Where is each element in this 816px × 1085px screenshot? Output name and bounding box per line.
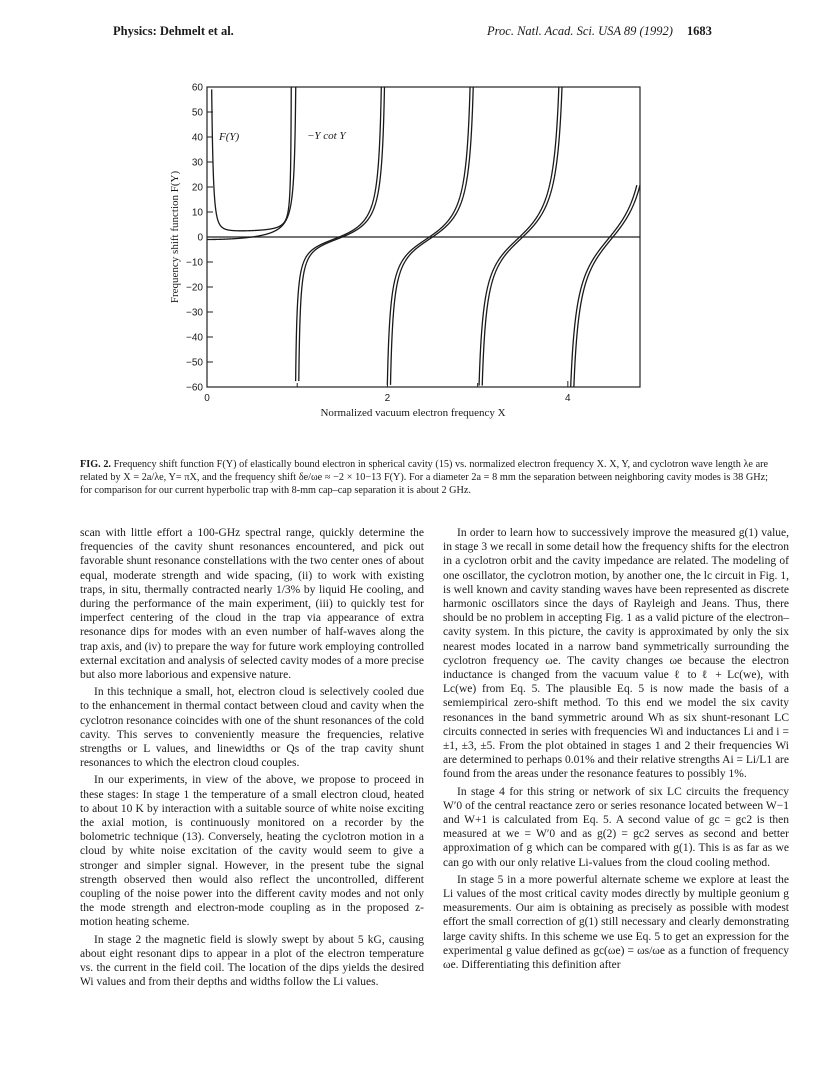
- left-column: [80, 526, 424, 993]
- x-tick-label: 4: [565, 393, 571, 404]
- ycoty-branch: [207, 87, 296, 240]
- y-tick-label: −30: [186, 307, 203, 319]
- annotation-ycoty: −Y cot Y: [307, 130, 346, 142]
- right-paragraph-3: In stage 5 in a more powerful alternate scheme we explore at least the Li values of the most critical cavity modes directly by multiple geonium g measurements. Our aim is obtaining as precisely as possible with modest effort the small correction of g(1) still necessary and clearly demonstrating large cavity shifts. In this scheme we use Eq. 5 to get an expression for the experimental g value defined as gc(ωe) = ωs/ωe as a function of frequency ωe. Differentiating this definition after: [443, 873, 789, 972]
- ycoty-branch: [482, 87, 562, 386]
- fy-branch: [387, 87, 470, 385]
- y-tick-label: 50: [191, 107, 203, 119]
- y-tick-label: −60: [186, 382, 203, 394]
- x-tick-label: 2: [384, 393, 391, 404]
- caption-label: FIG. 2.: [80, 459, 111, 470]
- caption-text: Frequency shift function F(Y) of elastically bound electron in spherical cavity (15) vs. normalized electron frequency X. X, Y, and cyclotron wave length λe are related by X = 2a/λe, Y= πX, and the frequency shift δe/ωe ≈ −2 × 10−13 F(Y). For a diameter 2a = 8 mm the separation between neighboring cavity modes is 38 GHz; for comparison for our current hyperbolic trap with 8-mm cap–cap separation it is about 2 GHz.: [80, 459, 769, 497]
- left-paragraph-2: In this technique a small, hot, electron cloud is selectively cooled due to the enhancement in thermal contact between cloud and cavity when the cyclotron resonance coincides with one of the shunt resonances of the cold cavity. This serves to conveniently measure the frequencies, relative strengths or L values, and linewidths or Qs of the trap cavity shunt resonances to which the electron cloud couples.: [80, 686, 424, 770]
- y-axis-label: Frequency shift function F(Y): [169, 170, 181, 304]
- figure-caption: [80, 458, 768, 498]
- fy-branch: [212, 87, 292, 231]
- right-column: [443, 526, 789, 975]
- x-tick-label: 0: [204, 393, 210, 404]
- y-tick-label: 30: [191, 157, 203, 169]
- y-tick-label: −20: [186, 282, 203, 294]
- running-header-left: Physics: Dehmelt et al.: [113, 24, 234, 38]
- page-number: 1683: [686, 24, 712, 38]
- right-paragraph-1: In order to learn how to successively improve the measured g(1) value, in stage 3 we recall in some detail how the frequency shifts for the electron in a cyclotron orbit and the cavity impedance are related. The modeling of one oscillator, the cyclotron motion, by another one, the lc circuit in Fig. 1, is well known and cavity standing waves have been represented as discrete harmonic oscillators since the days of Rayleigh and Jeans. Thus, there should be no problem in accepting Fig. 1 as a valid picture of the electron–cavity system. In this picture, the cavity is approximated by only the six nearest modes located in a narrow band symmetrically surrounding the cyclotron frequency ωe. The cavity changes ωe because the electron inductance is changed from the vacuum value ℓ to ℓ + Lc(we), with Lc(we) from Eq. 5. The plausible Eq. 5 is now made the basis of a semiempirical zero-shift method. To this end we model the six cavity resonances in the band symmetric around Wh as six shunt-resonant LC circuits connected in series with frequencies Wi and inductances Li and i = ±1, ±3, ±5. From the plot obtained in stages 1 and 2 their frequencies Wi are determined to perhaps 0.01% and their relative strengths Ai = Li/L1 are found from the areas under the resonance features to possibly 1%.: [443, 527, 789, 781]
- left-paragraph-3: In our experiments, in view of the above, we propose to proceed in these stages: In stage 1 the temperature of a small electron cloud, heated to about 10 K by interaction with a suitable source of white noise exciting the axial motion, is continuously monitored on a recorder by the bolometric technique (13). Conversely, heating the cyclotron motion in a cloud by white noise excitation of the cavity would seem to give a stronger and simpler signal. However, in the present tube the signal strength observed then would also reflect the uncontrolled, different coupling of the noise power into the different cavity modes and not only the mode strength and electron-mode coupling as in the proposed z-motion heating scheme.: [80, 774, 424, 929]
- fy-branch: [571, 185, 637, 387]
- x-axis-label: Normalized vacuum electron frequency X: [320, 407, 506, 419]
- y-tick-label: 40: [191, 132, 203, 144]
- left-paragraph-4: In stage 2 the magnetic field is slowly swept by about 5 kG, causing about eight resonant dips to appear in a plot of the electron temperature vs. the current in the field coil. The location of the dips yields the desired Wi values and from their depths and widths follow the Li values.: [80, 933, 424, 989]
- journal-citation: Proc. Natl. Acad. Sci. USA 89 (1992): [487, 24, 673, 38]
- y-tick-label: 0: [197, 232, 203, 244]
- figure-2-chart: [0, 0, 816, 460]
- y-tick-label: −10: [186, 257, 203, 269]
- ycoty-branch: [574, 185, 640, 387]
- left-paragraph-1: scan with little effort a 100-GHz spectral range, quickly determine the frequencies of the cavity shunt resonances encountered, and pick out favorable shunt resonance constellations with the two center ones of about equal, moderate strength and wide spacing, (ii) to work with existing traps, in situ, thermally contracted nearly 1/3% by liquid He cooling, and during the performance of the main experiment, (iii) to quickly test for imperfect centering of the cloud in the trap via appearance of extra resonance dips for modes with an even number of half-waves along the trap axis, and (iv) to prepare the way for future work employing controlled external excitation and analysis of selected cavity modes of a more precise but also more laborious and expensive nature.: [80, 527, 424, 682]
- fy-branch: [479, 87, 559, 386]
- y-tick-label: 10: [191, 207, 203, 219]
- y-tick-label: 60: [191, 82, 203, 94]
- annotation-fy: F(Y): [219, 131, 240, 143]
- y-tick-label: 20: [191, 182, 203, 194]
- plot-layer: [207, 87, 640, 387]
- y-tick-label: −50: [186, 357, 203, 369]
- y-tick-label: −40: [186, 332, 203, 344]
- right-paragraph-2: In stage 4 for this string or network of six LC circuits the frequency W′0 of the central reactance zero or series resonance located between W−1 and W+1 is calculated from Eq. 5. A second value of gc = gc2 is then measured at we = W′0 and as g(2) = gc2 serves as second and better approximation of g which can be compared with g(1). This is as far as we can go with our only relative Li-values from the cloud cooling method.: [443, 785, 789, 869]
